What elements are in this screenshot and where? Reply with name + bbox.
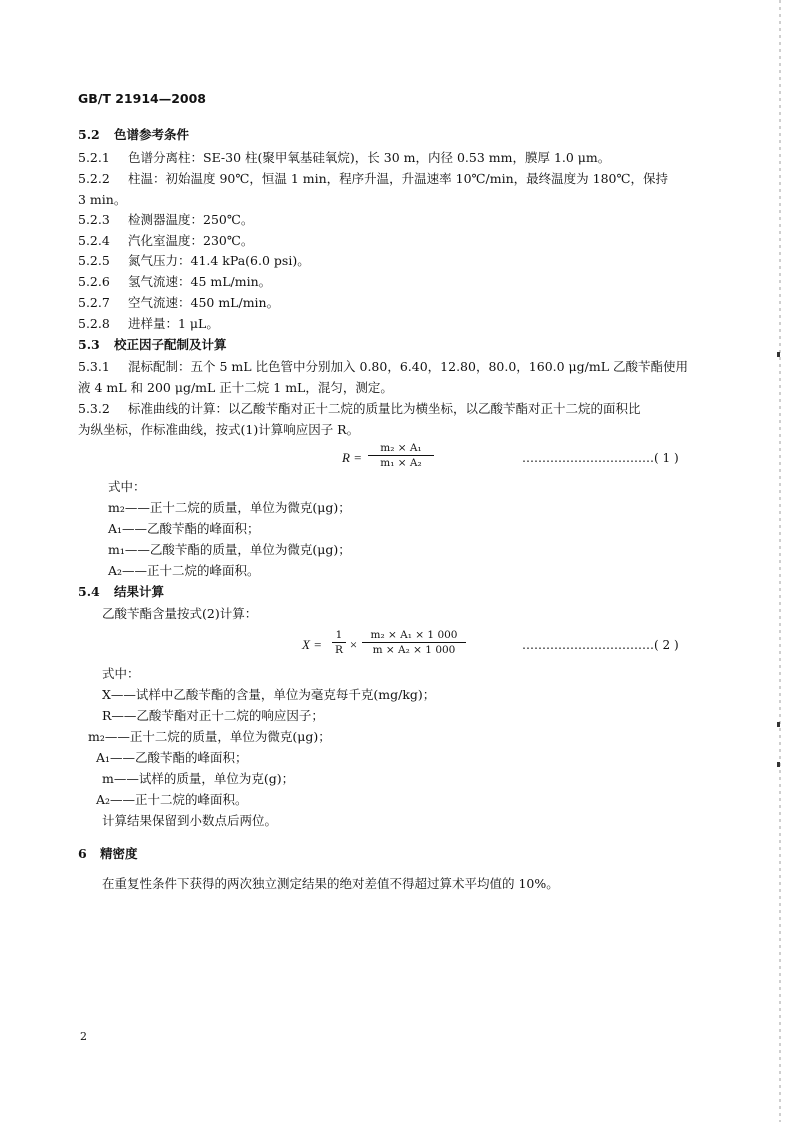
legend-2-title: 式中： — [102, 666, 140, 681]
clause-5-2-2 — [78, 171, 668, 187]
section-number: 5.4 — [78, 584, 100, 599]
section-5-3-heading — [78, 337, 227, 353]
scan-mark — [777, 722, 780, 727]
clause-number: 5.2.4 — [78, 233, 110, 248]
legend-2-item: X——试样中乙酸苄酯的含量，单位为毫克每千克(mg/kg)； — [102, 687, 436, 702]
section-5-4-heading — [78, 584, 164, 600]
page-number: 2 — [80, 1030, 87, 1043]
legend-2-item: A₂——正十二烷的峰面积。 — [96, 792, 248, 807]
formula-2-denominator: m × A₂ × 1 000 — [372, 644, 456, 656]
clause-5-2-8 — [78, 316, 219, 332]
clause-text: 空气流速：450 mL/min。 — [128, 295, 280, 310]
clause-number: 5.2.2 — [78, 171, 110, 186]
section-title: 校正因子配制及计算 — [114, 337, 227, 352]
legend-1-item: m₁——乙酸苄酯的质量，单位为微克(μg)； — [108, 542, 351, 557]
formula-2-frac1-den: R — [335, 644, 343, 656]
clause-5-3-2-cont: 为纵坐标，作标准曲线，按式(1)计算响应因子 R。 — [78, 422, 360, 437]
clause-number: 5.2.6 — [78, 274, 110, 289]
dot-leader: …………………………… — [522, 638, 654, 652]
formula-2-fraction-1 — [332, 629, 346, 656]
clause-text: 检测器温度：250℃。 — [128, 212, 254, 227]
clause-5-2-2-cont: 3 min。 — [78, 192, 127, 207]
formula-2-times: × — [349, 637, 358, 652]
section-number: 5.3 — [78, 337, 100, 352]
formula-2-leader — [522, 638, 679, 652]
formula-2-frac1-num: 1 — [335, 629, 343, 641]
clause-5-2-7 — [78, 295, 279, 311]
clause-5-3-2 — [78, 401, 641, 417]
legend-2-item: m₂——正十二烷的质量，单位为微克(μg)； — [88, 729, 331, 744]
clause-text: 进样量：1 μL。 — [128, 316, 219, 331]
clause-number: 5.2.1 — [78, 150, 110, 165]
legend-1-item: A₁——乙酸苄酯的峰面积； — [108, 521, 260, 536]
formula-2-lhs: X = — [302, 637, 322, 652]
section-title: 结果计算 — [114, 584, 165, 599]
section-title: 色谱参考条件 — [114, 127, 190, 142]
legend-1-item: m₂——正十二烷的质量，单位为微克(μg)； — [108, 500, 351, 515]
clause-5-2-1 — [78, 150, 610, 166]
legend-2-item: R——乙酸苄酯对正十二烷的响应因子； — [102, 708, 324, 723]
clause-number: 5.3.1 — [78, 359, 110, 374]
scan-edge — [779, 0, 781, 1122]
clause-number: 5.2.8 — [78, 316, 110, 331]
clause-number: 5.2.3 — [78, 212, 110, 227]
formula-2-numerator: m₂ × A₁ × 1 000 — [370, 629, 458, 641]
clause-text: 氮气压力：41.4 kPa(6.0 psi)。 — [128, 253, 310, 268]
scan-mark — [777, 352, 780, 357]
clause-text: 汽化室温度：230℃。 — [128, 233, 254, 248]
clause-5-2-5 — [78, 253, 310, 269]
formula-1-numerator: m₂ × A₁ — [380, 442, 422, 454]
legend-1-item: A₂——正十二烷的峰面积。 — [108, 563, 260, 578]
standard-code: GB/T 21914—2008 — [78, 91, 207, 106]
clause-5-3-1 — [78, 359, 688, 375]
clause-5-3-1-cont: 液 4 mL 和 200 μg/mL 正十二烷 1 mL，混匀，测定。 — [78, 380, 393, 395]
formula-1-number: ( 1 ) — [654, 451, 679, 465]
section-5-2-heading — [78, 127, 189, 143]
formula-1-lhs: R = — [342, 450, 362, 465]
section-6-text: 在重复性条件下获得的两次独立测定结果的绝对差值不得超过算术平均值的 10%。 — [102, 876, 559, 891]
clause-text: 柱温：初始温度 90℃，恒温 1 min，程序升温，升温速率 10℃/min，最终温度为 180℃，保持 — [128, 171, 668, 186]
legend-2-note: 计算结果保留到小数点后两位。 — [102, 813, 278, 828]
clause-5-2-3 — [78, 212, 253, 228]
formula-2-number: ( 2 ) — [654, 638, 679, 652]
fraction-bar — [362, 642, 466, 643]
clause-5-2-6 — [78, 274, 271, 290]
formula-1-leader — [522, 451, 679, 465]
clause-number: 5.2.7 — [78, 295, 110, 310]
section-number: 5.2 — [78, 127, 100, 142]
clause-number: 5.3.2 — [78, 401, 110, 416]
clause-5-2-4 — [78, 233, 253, 249]
fraction-bar — [368, 455, 434, 456]
legend-1-title: 式中： — [108, 479, 146, 494]
formula-2-fraction-2 — [362, 629, 466, 656]
section-number: 6 — [78, 846, 87, 861]
clause-text: 氢气流速：45 mL/min。 — [128, 274, 272, 289]
clause-number: 5.2.5 — [78, 253, 110, 268]
clause-text: 混标配制：五个 5 mL 比色管中分别加入 0.80，6.40，12.80，80.0，160.0 μg/mL 乙酸苄酯使用 — [128, 359, 689, 374]
legend-2-item: A₁——乙酸苄酯的峰面积； — [96, 750, 248, 765]
legend-2-item: m——试样的质量，单位为克(g)； — [102, 771, 295, 786]
clause-text: 标准曲线的计算：以乙酸苄酯对正十二烷的质量比为横坐标，以乙酸苄酯对正十二烷的面积比 — [128, 401, 641, 416]
clause-text: 色谱分离柱：SE-30 柱(聚甲氧基硅氧烷)，长 30 m，内径 0.53 mm，膜厚 1.0 μm。 — [128, 150, 611, 165]
formula-1-denominator: m₁ × A₂ — [380, 457, 422, 469]
dot-leader: …………………………… — [522, 451, 654, 465]
formula-1-fraction — [368, 442, 434, 469]
fraction-bar — [332, 642, 346, 643]
scan-mark — [777, 762, 780, 767]
section-title: 精密度 — [100, 846, 138, 861]
section-6-heading — [78, 846, 138, 862]
section-5-4-intro: 乙酸苄酯含量按式(2)计算： — [102, 606, 258, 621]
